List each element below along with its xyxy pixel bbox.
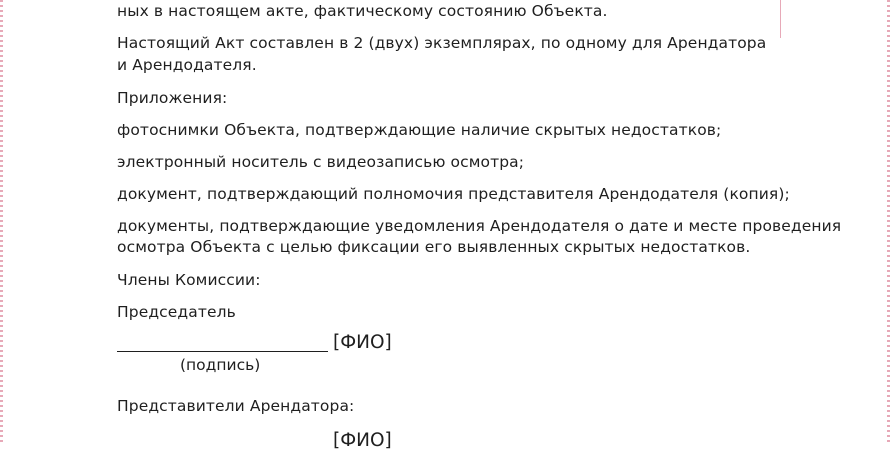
appendix-item-notices-line-1: документы, подтверждающие уведомления Арендодателя о дате и месте проведения [117,217,842,235]
chairman-signature-line [117,351,328,352]
appendix-item-video: электронный носитель с видеозаписью осмотра; [117,153,525,171]
paragraph-continuation: ных в настоящем акте, фактическому состоянию Объекта. [117,2,608,20]
chairman-signature-caption: (подпись) [180,356,261,374]
page-edge-left [0,0,3,445]
chairman-fio-placeholder: [ФИО] [333,332,392,353]
chairman-label: Председатель [117,303,236,321]
tenant-representatives-label: Представители Арендатора: [117,397,355,415]
appendices-heading: Приложения: [117,89,228,107]
appendix-item-photos: фотоснимки Объекта, подтверждающие наличие скрытых недостатков; [117,121,722,139]
paragraph-copies-line-1: Настоящий Акт составлен в 2 (двух) экземплярах, по одному для Арендатора [117,34,767,52]
paragraph-copies-line-2: и Арендодателя. [117,56,257,74]
tenant-fio-placeholder: [ФИО] [333,430,392,451]
appendix-item-notices-line-2: осмотра Объекта с целью фиксации его выявленных скрытых недостатков. [117,238,751,256]
appendix-item-authority: документ, подтверждающий полномочия представителя Арендодателя (копия); [117,185,790,203]
commission-heading: Члены Комиссии: [117,271,261,289]
margin-rule [780,0,781,38]
